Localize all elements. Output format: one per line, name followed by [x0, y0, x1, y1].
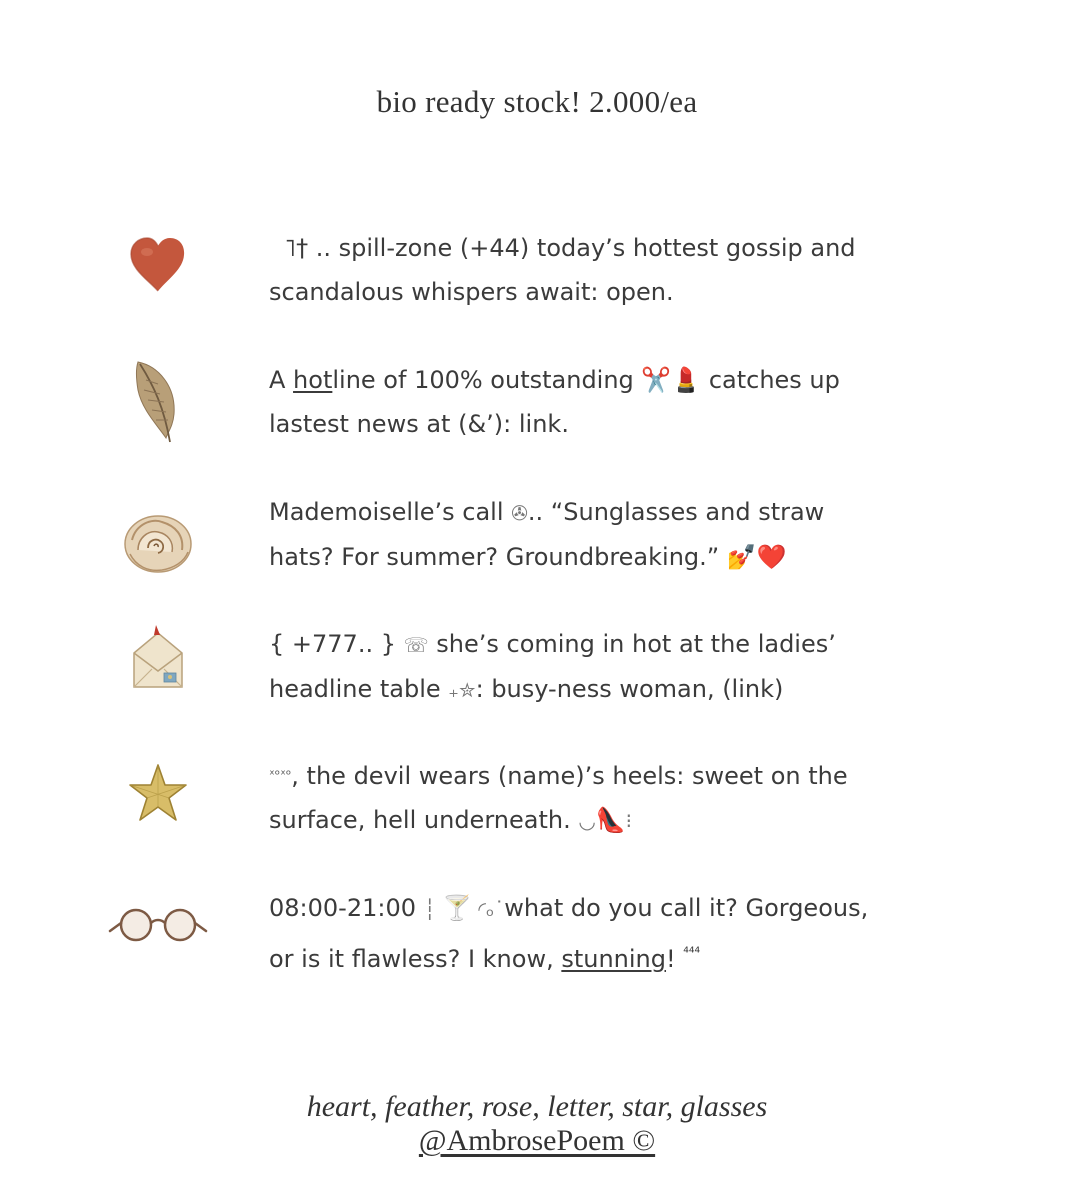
- text-segment: !: [666, 945, 684, 973]
- smile-glyph: ◡: [578, 809, 596, 833]
- telephone-glyph: ☏: [403, 633, 429, 657]
- footer: [0, 1090, 1074, 1158]
- decor-glyph: ◜ₒ˙: [471, 897, 505, 921]
- text-segment: she’s coming in hot at the ladies’: [428, 630, 836, 658]
- divider-glyph: ┆: [423, 897, 443, 921]
- entry-line: [269, 358, 969, 402]
- underlined-word: stunning: [561, 945, 667, 973]
- entry-line: ˥† .. spill-zone (+44) today’s hottest gossip and: [269, 234, 856, 262]
- phone-glyph: ✇: [511, 501, 528, 525]
- icon-caption: heart, feather, rose, letter, star, glasses: [306, 1090, 768, 1123]
- underlined-word: hot: [293, 366, 333, 394]
- dots-glyph: ⁝: [625, 809, 633, 833]
- text-segment: : busy-ness woman, (link): [475, 675, 784, 703]
- heart-icon: [108, 220, 208, 310]
- star-icon: [108, 748, 208, 838]
- text-segment: catches up: [701, 366, 840, 394]
- entry-text: [269, 886, 969, 981]
- text-segment: 08:00-21:00: [269, 894, 424, 922]
- rose-icon: [108, 498, 208, 588]
- entry-text: [269, 226, 969, 314]
- high-heel-emoji: 👠: [595, 806, 626, 834]
- cocktail-emoji: 🍸: [442, 894, 472, 922]
- list-item: [0, 490, 1074, 590]
- text-segment: or is it flawless? I know,: [269, 945, 562, 973]
- entry-line: scandalous whispers await: open.: [269, 278, 674, 306]
- xoxo-glyph: ˣᵒˣᵒ: [269, 768, 292, 783]
- list-item: [0, 622, 1074, 722]
- text-segment: what do you call it? Gorgeous,: [504, 894, 869, 922]
- superscript-number: ⁴⁴⁴: [683, 945, 701, 961]
- sparkle-star-glyph: ₊✮: [448, 678, 476, 702]
- letter-icon: [108, 614, 208, 704]
- feather-icon: [108, 356, 208, 446]
- entry-line: [269, 754, 969, 798]
- entry-line: lastest news at (&’): link.: [269, 410, 569, 438]
- list-item: [0, 754, 1074, 854]
- text-segment: Mademoiselle’s call: [269, 498, 512, 526]
- entry-line: [269, 535, 969, 579]
- entry-text: [269, 490, 969, 579]
- text-segment: line of 100% outstanding: [332, 366, 642, 394]
- text-segment: headline table: [269, 675, 449, 703]
- list-item: [0, 886, 1074, 986]
- entry-line: [269, 886, 969, 931]
- entry-line: [269, 622, 969, 667]
- glasses-icon: [108, 880, 208, 970]
- author-handle-link[interactable]: @AmbrosePoem ©: [418, 1124, 656, 1157]
- entry-text: [269, 622, 969, 712]
- text-segment: A: [269, 366, 294, 394]
- entry-line: [269, 931, 969, 981]
- page-title: bio ready stock! 2.000/ea: [376, 84, 698, 119]
- text-segment: { +777.. }: [269, 630, 404, 658]
- text-segment: hats? For summer? Groundbreaking.”: [269, 543, 727, 571]
- entry-line: [269, 667, 969, 712]
- text-segment: surface, hell underneath.: [269, 806, 579, 834]
- entry-line: [269, 490, 969, 535]
- entry-text: [269, 754, 969, 843]
- entry-text: [269, 358, 969, 446]
- scissors-lipstick-emoji: ✂️💄: [641, 366, 702, 394]
- list-item: [0, 226, 1074, 326]
- nail-heart-emoji: 💅❤️: [726, 543, 787, 571]
- entry-line: [269, 798, 969, 843]
- list-item: [0, 358, 1074, 458]
- text-segment: , the devil wears (name)’s heels: sweet on the: [291, 762, 848, 790]
- text-segment: .. “Sunglasses and straw: [527, 498, 825, 526]
